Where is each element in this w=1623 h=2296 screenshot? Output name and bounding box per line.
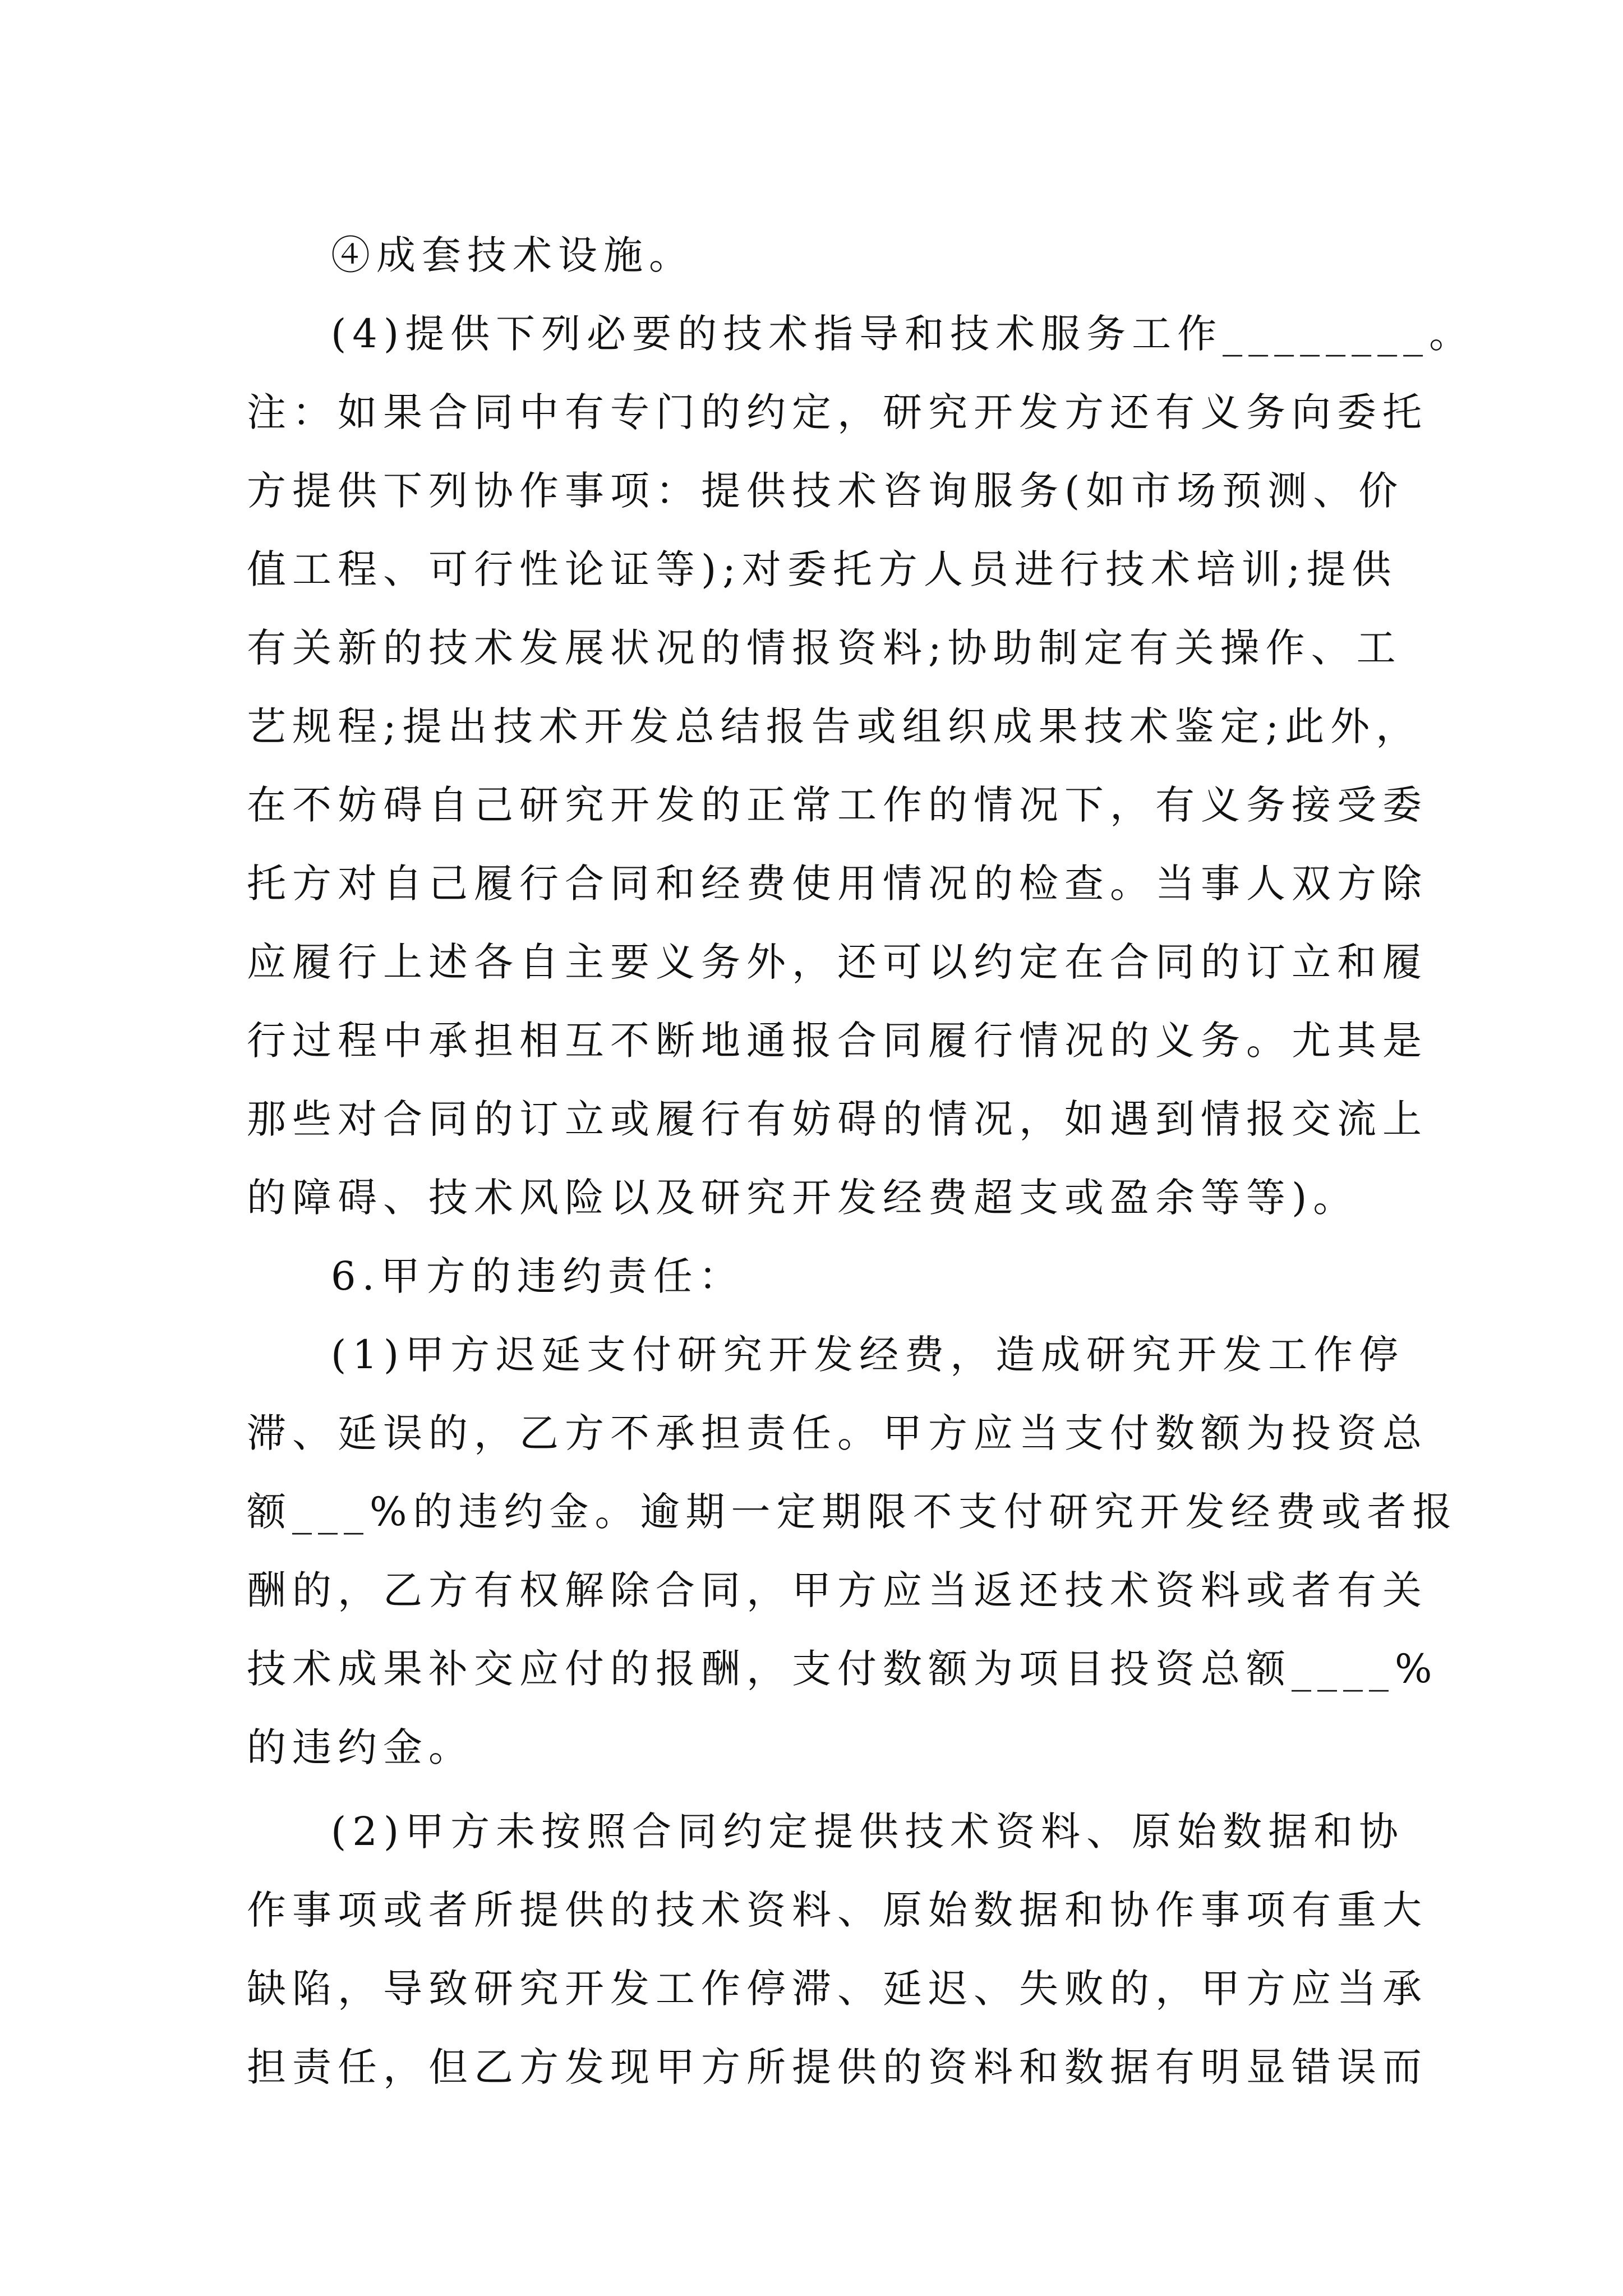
text-line: 作事项或者所提供的技术资料、原始数据和协作事项有重大 <box>247 1887 1428 1933</box>
text-line: 注：如果合同中有专门的约定，研究开发方还有义务向委托 <box>247 389 1428 435</box>
text-line: 方提供下列协作事项：提供技术咨询服务(如市场预测、价 <box>247 468 1404 514</box>
text-line: ④成套技术设施。 <box>331 232 694 278</box>
text-line: (1)甲方迟延支付研究开发经费，造成研究开发工作停 <box>331 1332 1405 1378</box>
text-line: 担责任，但乙方发现甲方所提供的资料和数据有明显错误而 <box>247 2044 1428 2090</box>
text-line: 缺陷，导致研究开发工作停滞、延迟、失败的，甲方应当承 <box>247 1966 1428 2012</box>
text-line: 应履行上述各自主要义务外，还可以约定在合同的订立和履 <box>247 939 1428 985</box>
text-line: 那些对合同的订立或履行有妨碍的情况，如遇到情报交流上 <box>247 1096 1428 1142</box>
text-line: 技术成果补交应付的报酬，支付数额为项目投资总额____% <box>247 1646 1438 1692</box>
text-line: 托方对自己履行合同和经费使用情况的检查。当事人双方除 <box>247 861 1428 907</box>
text-line: 行过程中承担相互不断地通报合同履行情况的义务。尤其是 <box>247 1018 1428 1064</box>
text-line: 的障碍、技术风险以及研究开发经费超支或盈余等等)。 <box>247 1175 1359 1221</box>
text-line: 滞、延误的，乙方不承担责任。甲方应当支付数额为投资总 <box>247 1410 1428 1456</box>
text-line: 有关新的技术发展状况的情报资料;协助制定有关操作、工 <box>247 625 1402 671</box>
text-line: (2)甲方未按照合同约定提供技术资料、原始数据和协 <box>331 1809 1405 1855</box>
text-line: 额___%的违约金。逾期一定期限不支付研究开发经费或者报 <box>247 1489 1458 1535</box>
text-line: 在不妨碍自己研究开发的正常工作的情况下，有义务接受委 <box>247 782 1428 828</box>
text-line: 值工程、可行性论证等);对委托方人员进行技术培训;提供 <box>247 546 1398 592</box>
text-line: 酬的，乙方有权解除合同，甲方应当返还技术资料或者有关 <box>247 1567 1428 1613</box>
text-line: 艺规程;提出技术开发总结报告或组织成果技术鉴定;此外， <box>247 703 1422 749</box>
text-line: (4)提供下列必要的技术指导和技术服务工作________。 <box>331 311 1475 357</box>
text-line: 的违约金。 <box>247 1724 474 1770</box>
section-heading: 6.甲方的违约责任： <box>331 1253 744 1299</box>
